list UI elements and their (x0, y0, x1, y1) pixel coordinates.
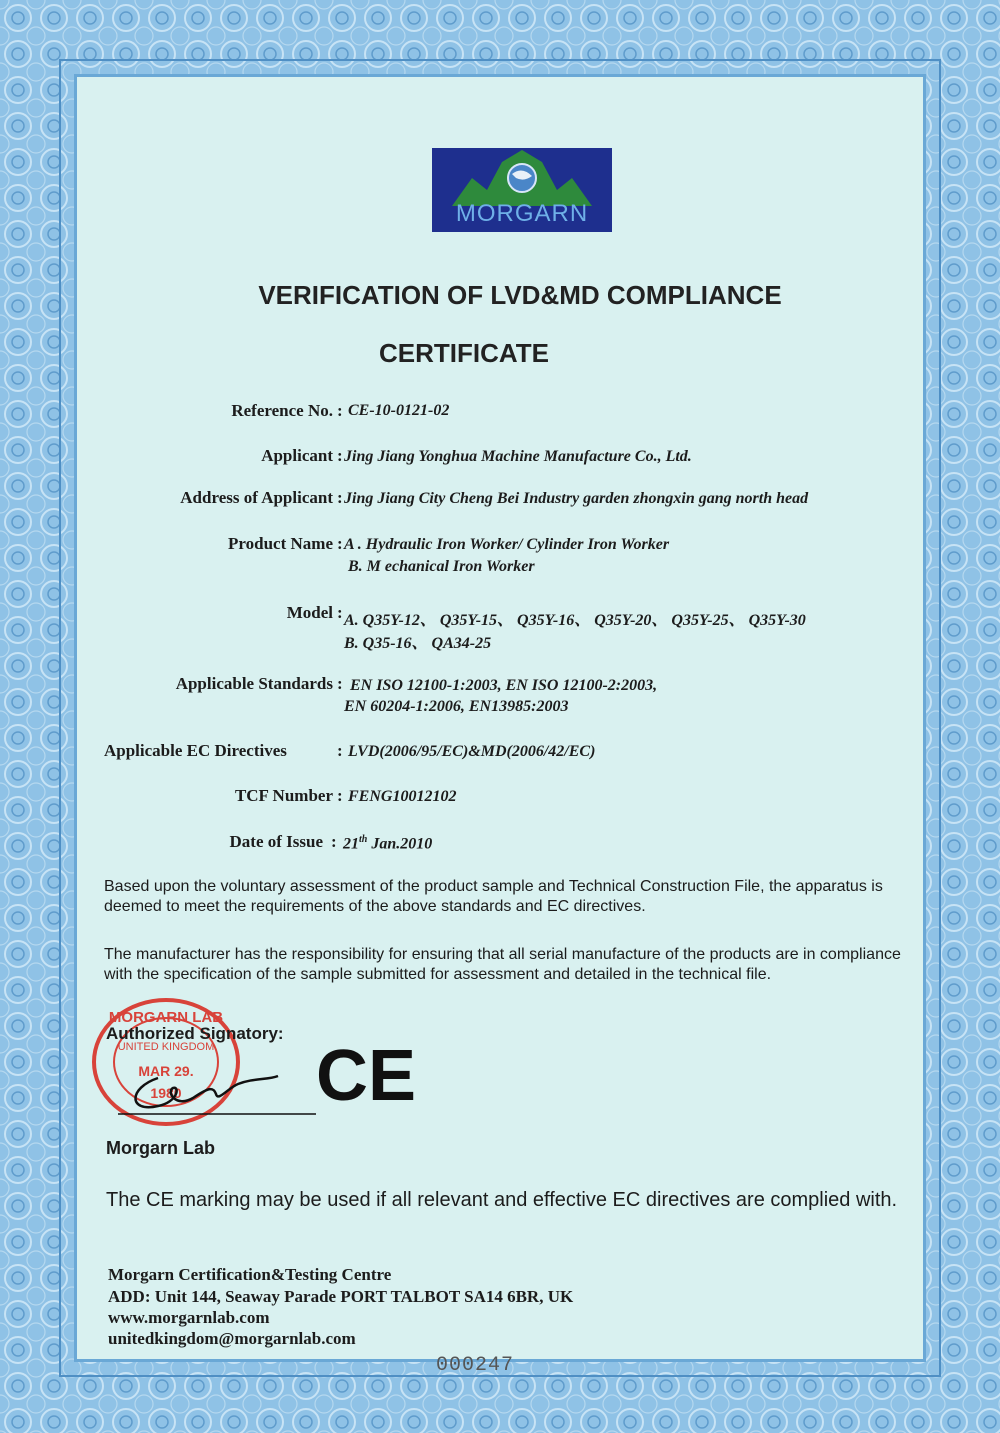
centre-email: unitedkingdom@morgarnlab.com (108, 1329, 356, 1348)
reference-label: Reference No. (231, 401, 333, 420)
product-value-a: A . Hydraulic Iron Worker/ Cylinder Iron Worker (344, 536, 670, 553)
standards-label: Applicable Standards (175, 674, 333, 693)
logo-wordmark: MORGARN (455, 200, 589, 227)
centre-website: www.morgarnlab.com (108, 1308, 270, 1327)
assessment-paragraph: Based upon the voluntary assessment of the product sample and Technical Construction File, the apparatus is deemed to meet the requirements of the above standards and EC directives. (104, 878, 883, 915)
tcf-value: FENG10012102 (348, 788, 457, 805)
product-value-b: B. M echanical Iron Worker (348, 558, 535, 575)
standards-value-b: EN 60204-1:2006, EN13985:2003 (344, 698, 569, 715)
date-suffix: th (359, 834, 368, 845)
product-label: Product Name (228, 534, 333, 553)
serial-number: 000247 (436, 1354, 515, 1377)
model-sep: : (337, 603, 343, 622)
address-value: Jing Jiang City Cheng Bei Industry garden zhongxin gang north head (344, 490, 809, 507)
reference-value: CE-10-0121-02 (348, 402, 450, 419)
date-label: Date of Issue (229, 832, 323, 851)
tcf-sep: : (337, 786, 343, 805)
applicant-sep: : (337, 446, 343, 465)
date-rest: Jan.2010 (371, 835, 433, 853)
signature (118, 1058, 318, 1118)
ce-marking-note: The CE marking may be used if all relevant and effective EC directives are complied with. (106, 1189, 898, 1211)
certificate-subtitle: CERTIFICATE (379, 338, 549, 368)
certificate-paper (74, 74, 926, 1362)
date-day: 21 (343, 835, 359, 853)
applicant-value: Jing Jiang Yonghua Machine Manufacture Co., Ltd. (344, 448, 692, 465)
model-value-b: B. Q35-16、 QA34-25 (344, 635, 492, 652)
responsibility-paragraph: The manufacturer has the responsibility for ensuring that all serial manufacture of the products are in compliance with the specification of the sample submitted for assessment and detailed in the technical file. (104, 946, 901, 983)
stamp-top-text: MORGARN LAB (108, 1009, 224, 1026)
standards-sep: : (337, 674, 343, 693)
standards-value-a: EN ISO 12100-1:2003, EN ISO 12100-2:2003, (350, 677, 658, 694)
certificate-title: VERIFICATION OF LVD&MD COMPLIANCE (258, 280, 782, 310)
directives-label: Applicable EC Directives (104, 741, 287, 760)
centre-name: Morgarn Certification&Testing Centre (108, 1265, 392, 1284)
centre-address: ADD: Unit 144, Seaway Parade PORT TALBOT SA14 6BR, UK (108, 1287, 574, 1306)
product-sep: : (337, 534, 343, 553)
tcf-label: TCF Number (234, 786, 333, 805)
stamp-middle-text: UNITED KINGDOM (117, 1041, 215, 1053)
directives-sep: : (337, 741, 343, 760)
applicant-label: Applicant (261, 446, 333, 465)
authorized-signatory-label: Authorized Signatory: (106, 1024, 284, 1043)
model-label: Model (286, 603, 333, 622)
stamp-year-text: 1980 (150, 1085, 182, 1101)
ce-mark: CE (316, 1036, 417, 1116)
address-label: Address of Applicant (180, 488, 333, 507)
date-sep: : (331, 832, 337, 851)
date-value (343, 834, 432, 853)
directives-value: LVD(2006/95/EC)&MD(2006/42/EC) (348, 743, 596, 760)
lab-name: Morgarn Lab (106, 1138, 216, 1158)
model-value-a: A. Q35Y-12、 Q35Y-15、 Q35Y-16、 Q35Y-20、 Q35Y-25、 Q35Y-30 (344, 612, 806, 629)
address-sep: : (337, 488, 343, 507)
stamp-date-text: MAR 29. (138, 1063, 194, 1079)
reference-sep: : (337, 401, 343, 420)
